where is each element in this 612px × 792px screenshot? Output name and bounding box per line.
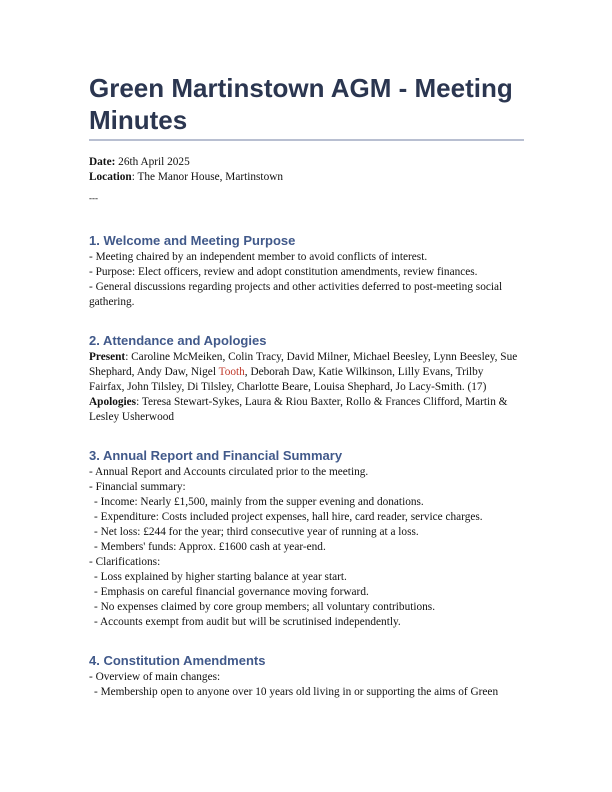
meeting-meta <box>89 155 529 206</box>
location-value: : The Manor House, Martinstown <box>131 171 284 183</box>
list-item: - Overview of main changes: <box>89 671 221 683</box>
apologies-line: Lesley Usherwood <box>89 411 175 423</box>
present-text: : Caroline McMeiken, Colin Tracy, David Milner, Michael Beesley, Lynn Beesley, Sue <box>125 351 518 363</box>
document-title <box>89 72 529 136</box>
section-heading-constitution: 4. Constitution Amendments <box>89 653 266 668</box>
list-item: - No expenses claimed by core group members; all voluntary contributions. <box>94 601 436 613</box>
list-item: - General discussions regarding projects and other activities deferred to post-meeting social <box>89 281 503 293</box>
location-label: Location <box>89 171 132 183</box>
list-item: - Net loss: £244 for the year; third consecutive year of running at a loss. <box>94 526 419 538</box>
title-divider <box>89 139 524 141</box>
list-item: - Financial summary: <box>89 481 186 493</box>
list-item: gathering. <box>89 296 135 308</box>
document-page <box>89 72 529 700</box>
section-heading-financial: 3. Annual Report and Financial Summary <box>89 448 343 463</box>
date-value: 26th April 2025 <box>115 156 190 168</box>
date-line <box>89 155 529 170</box>
list-item: - Members' funds: Approx. £1600 cash at year-end. <box>94 541 326 553</box>
list-item: - Purpose: Elect officers, review and adopt constitution amendments, review finances. <box>89 266 478 278</box>
present-text: Shephard, Andy Daw, Nigel <box>89 366 219 378</box>
list-item: - Loss explained by higher starting balance at year start. <box>94 571 347 583</box>
present-text: , Deborah Daw, Katie Wilkinson, Lilly Evans, Trilby <box>244 366 484 378</box>
highlighted-name: Tooth <box>218 366 245 378</box>
separator: --- <box>89 193 98 203</box>
title-line-1: Green Martinstown AGM - Meeting <box>89 73 513 103</box>
present-line <box>89 365 529 380</box>
list-item: - Income: Nearly £1,500, mainly from the supper evening and donations. <box>94 496 424 508</box>
present-label: Present <box>89 351 126 363</box>
apologies-label: Apologies <box>89 396 137 408</box>
date-label: Date: <box>89 156 116 168</box>
section-heading-attendance: 2. Attendance and Apologies <box>89 333 267 348</box>
title-line-2: Minutes <box>89 105 188 135</box>
list-item: - Emphasis on careful financial governance moving forward. <box>94 586 369 598</box>
apologies-line <box>89 395 529 410</box>
list-item: - Expenditure: Costs included project expenses, hall hire, card reader, service charges. <box>94 511 483 523</box>
location-line <box>89 170 529 185</box>
present-line <box>89 350 529 365</box>
section-heading-welcome: 1. Welcome and Meeting Purpose <box>89 233 296 248</box>
present-line: Fairfax, John Tilsley, Di Tilsley, Charlotte Beare, Louisa Shephard, Jo Lacy-Smith. (17) <box>89 381 487 393</box>
list-item: - Accounts exempt from audit but will be scrutinised independently. <box>94 616 401 628</box>
list-item: - Meeting chaired by an independent member to avoid conflicts of interest. <box>89 251 428 263</box>
list-item: - Membership open to anyone over 10 years old living in or supporting the aims of Green <box>94 686 499 698</box>
list-item: - Annual Report and Accounts circulated prior to the meeting. <box>89 466 369 478</box>
apologies-text: : Teresa Stewart-Sykes, Laura & Riou Baxter, Rollo & Frances Clifford, Martin & <box>136 396 508 408</box>
list-item: - Clarifications: <box>89 556 161 568</box>
